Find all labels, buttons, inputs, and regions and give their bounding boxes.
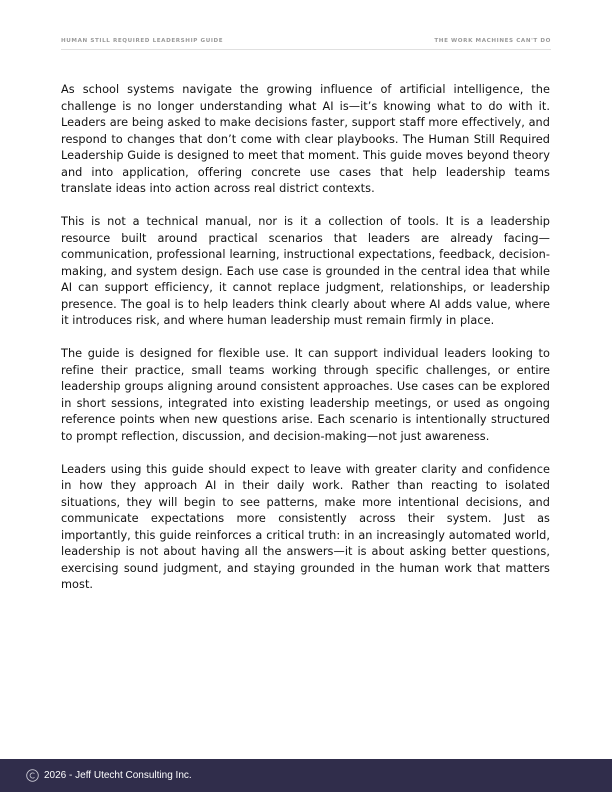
header-guide-title: HUMAN STILL REQUIRED LEADERSHIP GUIDE — [61, 38, 224, 44]
page-footer — [0, 759, 612, 792]
body-text — [61, 82, 550, 610]
paragraph-scope: This is not a technical manual, nor is it a collection of tools. It is a leadership resource built around practical scenarios that leaders are already facing—communication, professional learning, instructional expectations, feedback, decision-making, and system design. Each use case is grounded in the central idea that while AI can support efficiency, it cannot replace judgment, relationships, or leadership presence. The goal is to help leaders think clearly about where AI adds value, where it introduces risk, and where human leadership must remain firmly in place. — [61, 215, 550, 327]
paragraph-usage: The guide is designed for flexible use. It can support individual leaders looking to refine their practice, small teams working through specific challenges, or entire leadership groups aligning around consistent approaches. Use cases can be explored in short sessions, integrated into existing leadership meetings, or used as ongoing reference points when new questions arise. Each scenario is intentionally structured to prompt reflection, discussion, and decision-making—not just awareness. — [61, 347, 550, 443]
copyright-icon — [26, 769, 39, 782]
header-section-title: THE WORK MACHINES CAN'T DO — [434, 38, 551, 44]
footer-copyright-text: 2026 - Jeff Utecht Consulting Inc. — [44, 770, 192, 781]
paragraph-outcomes: Leaders using this guide should expect to leave with greater clarity and confidence in how they approach AI in their daily work. Rather than reacting to isolated situations, they will begin to see patterns, make more intentional decisions, and communicate expectations more consistently across their system. Just as importantly, this guide reinforces a critical truth: in an increasingly automated world, leadership is not about having all the answers—it is about asking better questions, exercising sound judgment, and staying grounded in the human work that matters most. — [61, 462, 550, 591]
running-header — [61, 38, 551, 50]
paragraph-intro: As school systems navigate the growing influence of artificial intelligence, the challenge is no longer understanding what AI is—it’s knowing what to do with it. Leaders are being asked to make decisions faster, support staff more effectively, and respond to changes that don’t come with clear playbooks. The Human Still Required Leadership Guide is designed to meet that moment. This guide moves beyond theory and into application, offering concrete use cases that help leadership teams translate ideas into action across real district contexts. — [61, 83, 550, 195]
